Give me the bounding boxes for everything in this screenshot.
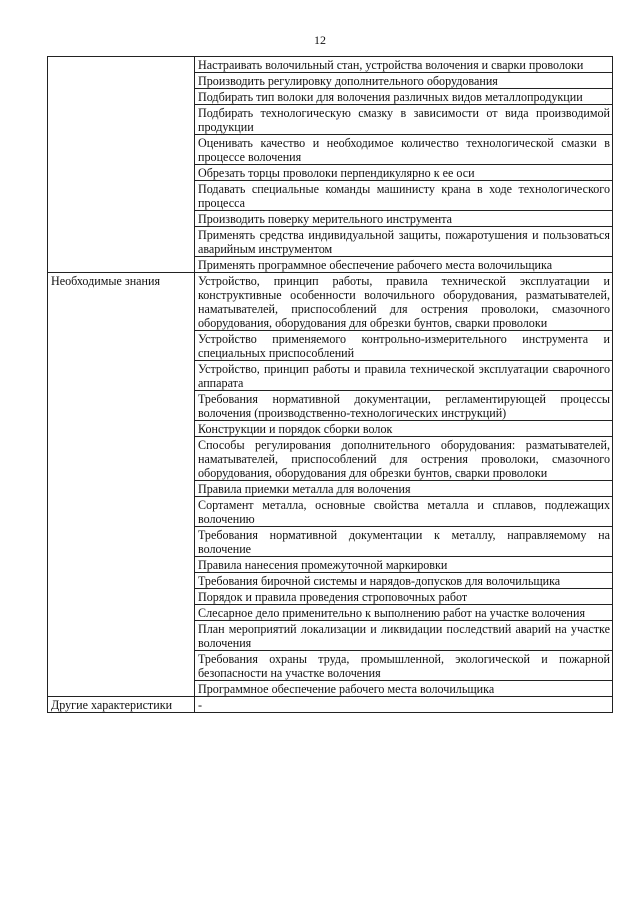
table-row (48, 697, 613, 713)
requirement-item: Правила нанесения промежуточной маркировки (195, 557, 613, 573)
requirement-item: Подбирать тип волоки для волочения различных видов металлопродукции (195, 89, 613, 105)
requirements-table-body (48, 57, 613, 713)
requirement-item: Устройство, принцип работы, правила технической эксплуатации и конструктивные особенности волочильного оборудования, разматывателей, наматывателей, приспособлений для острения проволоки, смазочного оборудования, оборудования для обрезки бунтов, сварки проволоки (195, 273, 613, 331)
requirement-item: Требования нормативной документации к металлу, направляемому на волочение (195, 527, 613, 557)
table-row (48, 273, 613, 331)
requirement-item: Применять программное обеспечение рабочего места волочильщика (195, 257, 613, 273)
requirement-item: Обрезать торцы проволоки перпендикулярно к ее оси (195, 165, 613, 181)
requirement-item: Подавать специальные команды машинисту крана в ходе технологического процесса (195, 181, 613, 211)
requirement-item: Оценивать качество и необходимое количество технологической смазки в процессе волочения (195, 135, 613, 165)
requirement-item: Производить поверку мерительного инструмента (195, 211, 613, 227)
requirement-item: Применять средства индивидуальной защиты, пожаротушения и пользоваться аварийным инструментом (195, 227, 613, 257)
requirement-item: - (195, 697, 613, 713)
table-row (48, 57, 613, 73)
requirement-item: Правила приемки металла для волочения (195, 481, 613, 497)
requirement-item: Слесарное дело применительно к выполнению работ на участке волочения (195, 605, 613, 621)
requirement-item: Устройство применяемого контрольно-измерительного инструмента и специальных приспособлений (195, 331, 613, 361)
requirement-item: Программное обеспечение рабочего места волочильщика (195, 681, 613, 697)
requirement-item: Сортамент металла, основные свойства металла и сплавов, подлежащих волочению (195, 497, 613, 527)
requirement-item: Требования охраны труда, промышленной, экологической и пожарной безопасности на участке волочения (195, 651, 613, 681)
page-number: 12 (314, 33, 326, 47)
section-label: Другие характеристики (48, 697, 195, 713)
requirement-item: Порядок и правила проведения строповочных работ (195, 589, 613, 605)
requirement-item: План мероприятий локализации и ликвидации последствий аварий на участке волочения (195, 621, 613, 651)
requirement-item: Настраивать волочильный стан, устройства волочения и сварки проволоки (195, 57, 613, 73)
requirement-item: Производить регулировку дополнительного оборудования (195, 73, 613, 89)
section-label (48, 57, 195, 273)
requirement-item: Устройство, принцип работы и правила технической эксплуатации сварочного аппарата (195, 361, 613, 391)
requirement-item: Способы регулирования дополнительного оборудования: разматывателей, наматывателей, приспособлений для острения проволоки, смазочного оборудования, оборудования для обрезки бунтов, сварки проволоки (195, 437, 613, 481)
requirement-item: Требования бирочной системы и нарядов-допусков для волочильщика (195, 573, 613, 589)
requirement-item: Требования нормативной документации, регламентирующей процессы волочения (производственно-технологических инструкций) (195, 391, 613, 421)
section-label: Необходимые знания (48, 273, 195, 697)
requirement-item: Конструкции и порядок сборки волок (195, 421, 613, 437)
requirement-item: Подбирать технологическую смазку в зависимости от вида производимой продукции (195, 105, 613, 135)
requirements-table (47, 56, 613, 713)
